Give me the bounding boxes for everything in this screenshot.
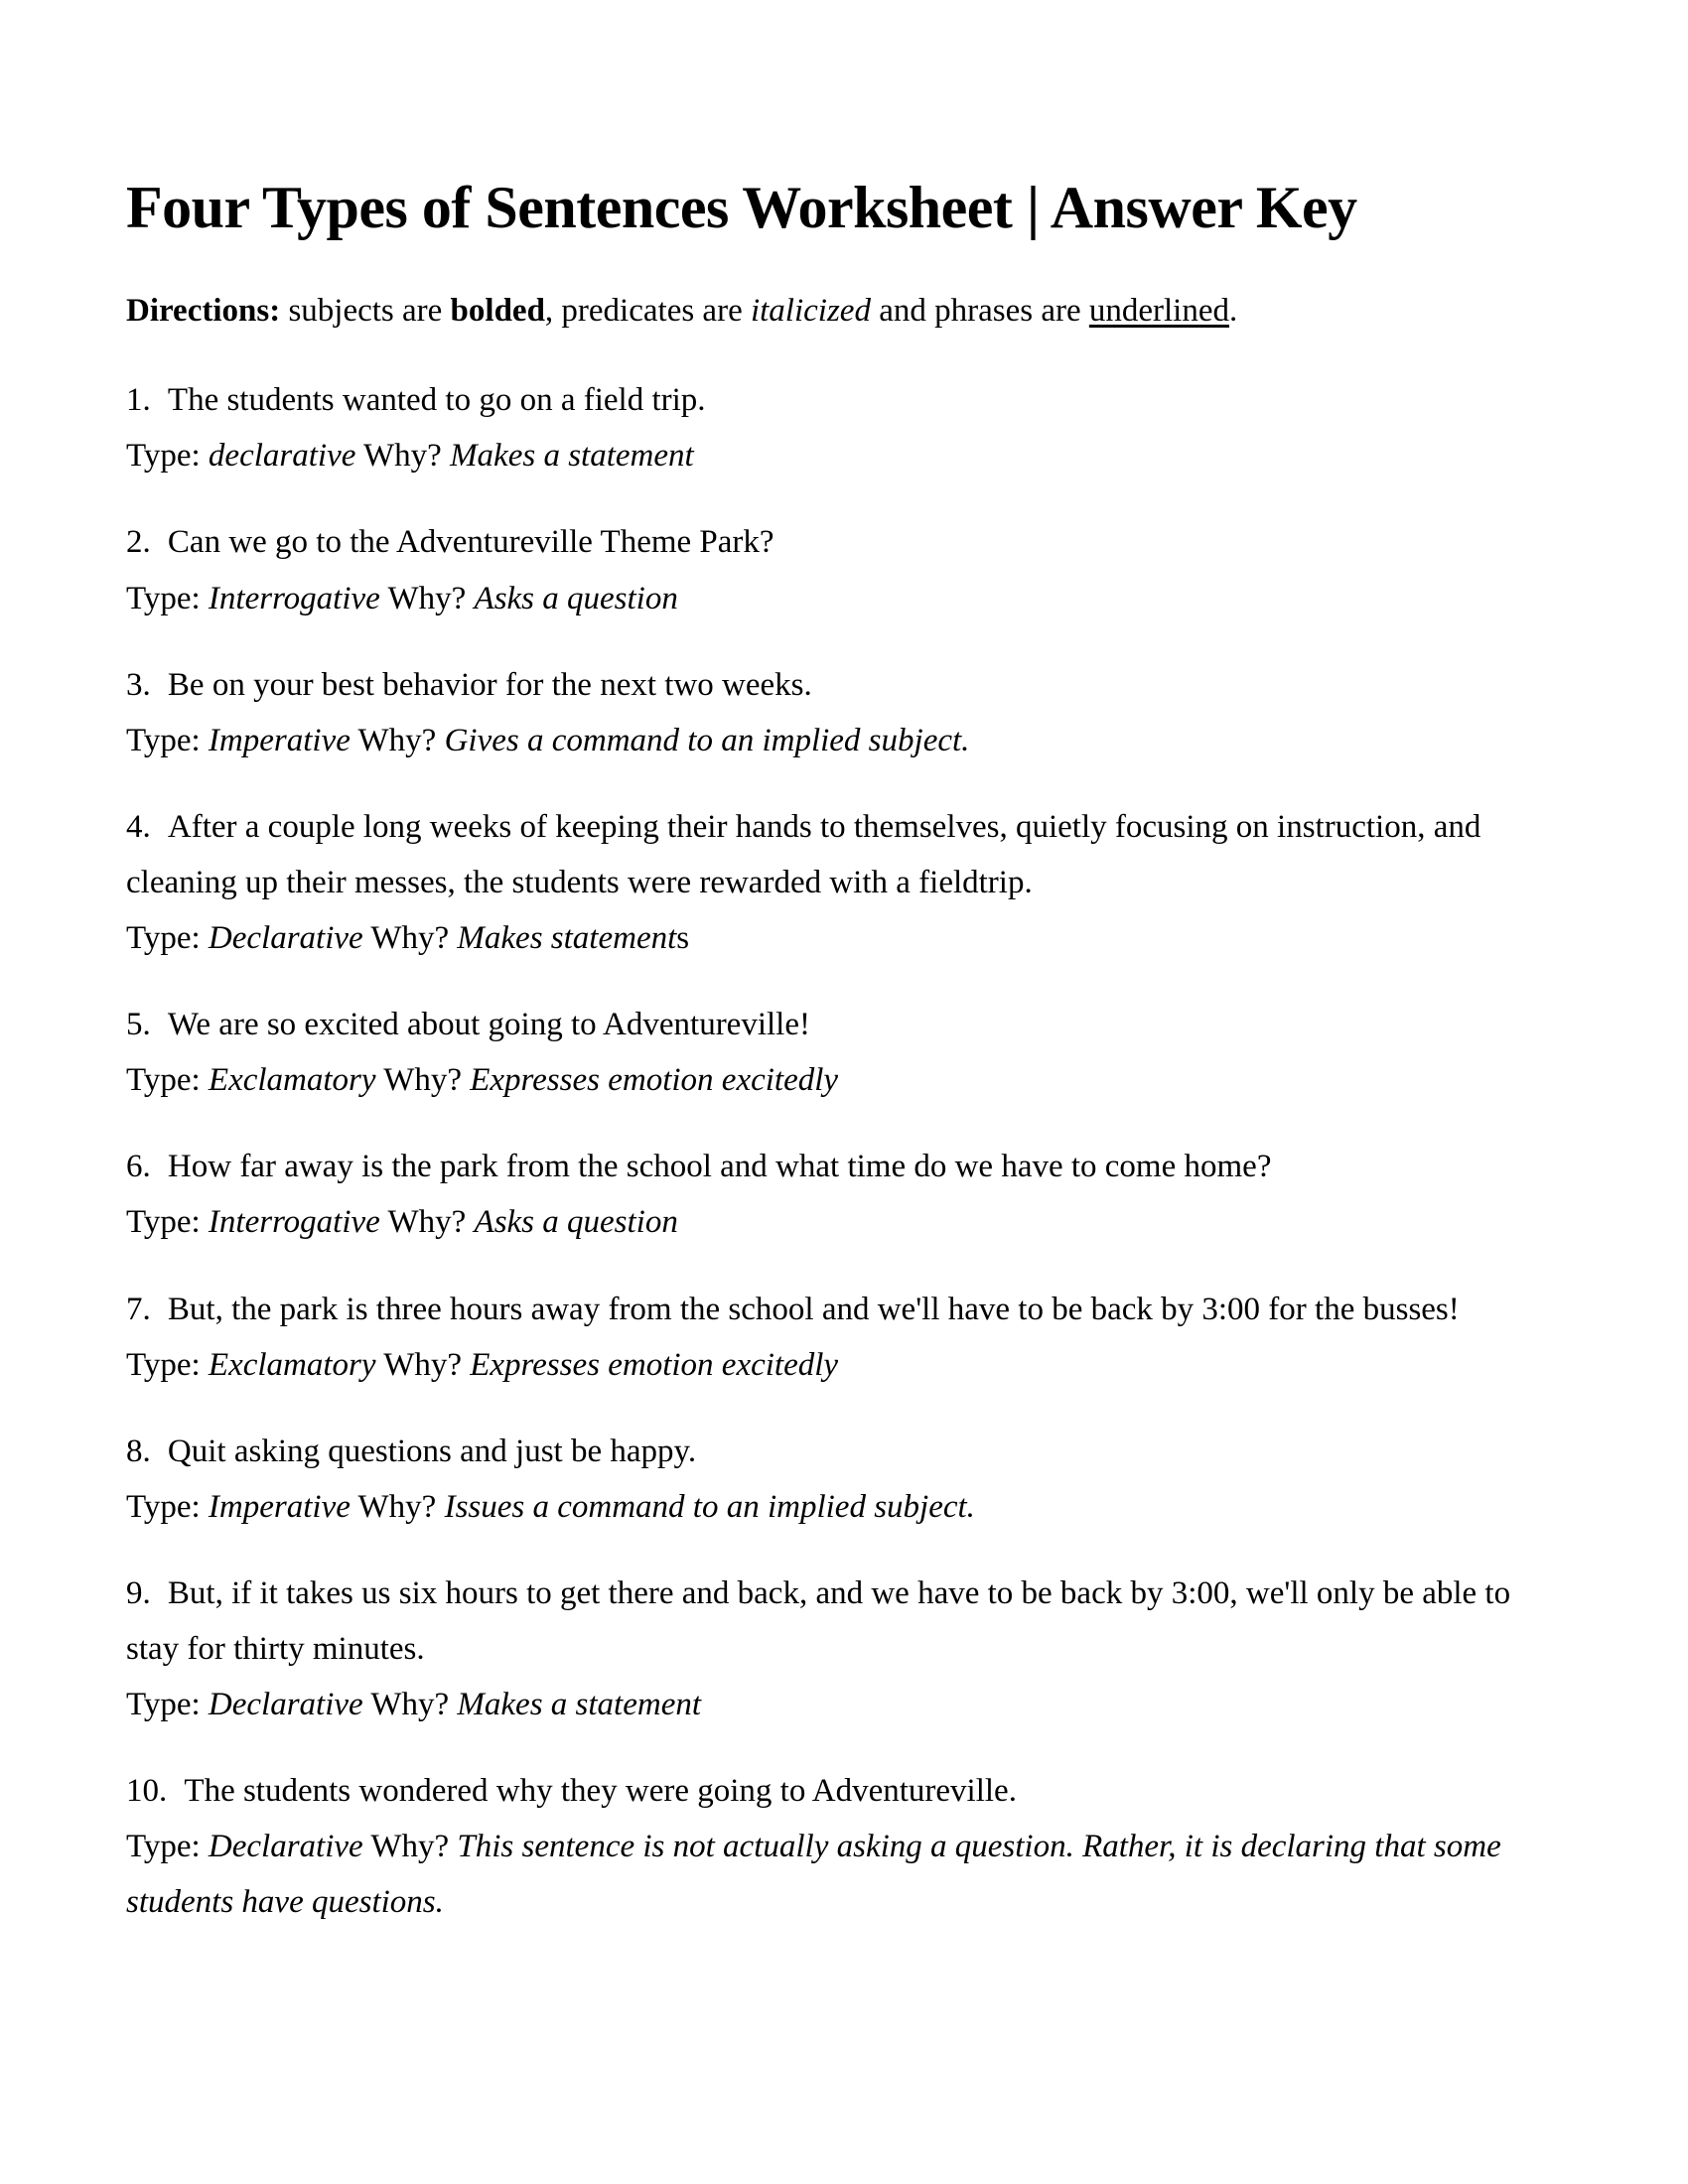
page-title: Four Types of Sentences Worksheet | Answer Key [126,175,1357,240]
type-value: Declarative [208,1829,363,1865]
directions-text-phrases: and phrases are [879,293,1081,330]
type-line [126,1677,1554,1732]
why-explanation: This sentence is not actually asking a question. Rather, it is declaring that some students have questions. [126,1829,1501,1921]
type-value: Declarative [208,920,363,957]
item-number: 7. [126,1291,151,1327]
why-label: Why? [370,1687,450,1723]
type-line [126,1479,1554,1535]
type-label: Type: [126,438,201,475]
answer-item-1 [126,372,1554,483]
item-number: 1. [126,382,151,419]
why-suffix: s [676,920,690,957]
answer-item-9 [126,1566,1554,1732]
type-label: Type: [126,722,201,758]
type-label: Type: [126,1687,201,1723]
why-explanation: Issues a command to an implied subject. [444,1488,975,1525]
type-value: Exclamatory [208,1062,376,1099]
type-line [126,571,1554,626]
item-sentence: After a couple long weeks of keeping their hands to themselves, quietly focusing on instruction, and cleaning up their messes, the students were rewarded with a fieldtrip. [126,808,1481,900]
type-line [126,910,1554,966]
item-number: 3. [126,666,151,703]
type-value: Imperative [208,1488,351,1525]
why-explanation: Asks a question [474,1204,678,1241]
type-value: Interrogative [208,580,380,616]
directions-period: . [1228,293,1238,330]
item-number: 5. [126,1007,151,1043]
item-sentence: The students wanted to go on a field trip. [167,382,706,419]
item-sentence: Can we go to the Adventureville Theme Park? [167,524,774,561]
item-sentence: How far away is the park from the school and what time do we have to come home? [167,1149,1272,1185]
directions-italic-word: italicized [750,293,871,330]
answer-item-2 [126,514,1554,625]
type-label: Type: [126,1204,201,1241]
type-value: Exclamatory [208,1346,376,1383]
type-label: Type: [126,1346,201,1383]
answer-item-4 [126,799,1554,966]
type-line [126,428,1554,483]
item-sentence: We are so excited about going to Adventureville! [167,1007,810,1043]
type-line [126,1337,1554,1393]
type-line [126,1194,1554,1250]
type-value: Interrogative [208,1204,380,1241]
sentence-line [126,1424,1554,1479]
document-content [126,175,1554,1930]
answer-item-7 [126,1282,1554,1393]
why-label: Why? [357,1488,437,1525]
answer-item-3 [126,657,1554,768]
directions-underlined-word: underlined [1088,293,1229,330]
why-explanation: Makes statement [457,920,677,957]
answer-item-8 [126,1424,1554,1535]
directions-text-predicates: , predicates are [544,293,743,330]
item-number: 8. [126,1433,151,1469]
answer-item-10 [126,1763,1554,1930]
directions-label: Directions: [126,293,281,330]
answer-item-5 [126,997,1554,1108]
type-value: Imperative [208,722,351,758]
why-label: Why? [370,920,450,957]
sentence-line [126,799,1554,910]
item-sentence: Quit asking questions and just be happy. [167,1433,697,1469]
why-label: Why? [370,1829,450,1865]
directions-line [126,283,1554,339]
sentence-line [126,372,1554,428]
sentence-line [126,514,1554,570]
why-explanation: Makes a statement [450,438,694,475]
directions-text-subjects: subjects are [288,293,443,330]
why-explanation: Expresses emotion excitedly [470,1346,839,1383]
type-line [126,713,1554,768]
sentence-line [126,1139,1554,1194]
sentence-line [126,1566,1554,1677]
sentence-line [126,657,1554,713]
type-value: declarative [208,438,356,475]
item-number: 6. [126,1149,151,1185]
why-explanation: Asks a question [474,580,678,616]
why-label: Why? [387,580,467,616]
item-number: 9. [126,1574,151,1611]
answer-item-6 [126,1139,1554,1250]
type-label: Type: [126,1829,201,1865]
directions-bold-word: bolded [450,293,545,330]
type-label: Type: [126,1488,201,1525]
sentence-line [126,997,1554,1052]
type-label: Type: [126,920,201,957]
why-explanation: Gives a command to an implied subject. [444,722,970,758]
type-line [126,1052,1554,1108]
why-label: Why? [387,1204,467,1241]
why-explanation: Makes a statement [457,1687,702,1723]
sentence-line [126,1282,1554,1337]
item-sentence: Be on your best behavior for the next two weeks. [167,666,812,703]
type-value: Declarative [208,1687,363,1723]
type-label: Type: [126,580,201,616]
item-number: 10. [126,1773,168,1810]
why-label: Why? [363,438,442,475]
item-sentence: But, the park is three hours away from the school and we'll have to be back by 3:00 for the busses! [167,1291,1460,1327]
item-number: 4. [126,808,151,845]
type-label: Type: [126,1062,201,1099]
why-explanation: Expresses emotion excitedly [470,1062,839,1099]
why-label: Why? [383,1062,462,1099]
item-sentence: But, if it takes us six hours to get there and back, and we have to be back by 3:00, we'll only be able to stay for thirty minutes. [126,1574,1511,1667]
sentence-line [126,1763,1554,1819]
why-label: Why? [383,1346,462,1383]
type-line [126,1819,1554,1930]
item-sentence: The students wondered why they were going to Adventureville. [184,1773,1017,1810]
item-number: 2. [126,524,151,561]
why-label: Why? [357,722,437,758]
